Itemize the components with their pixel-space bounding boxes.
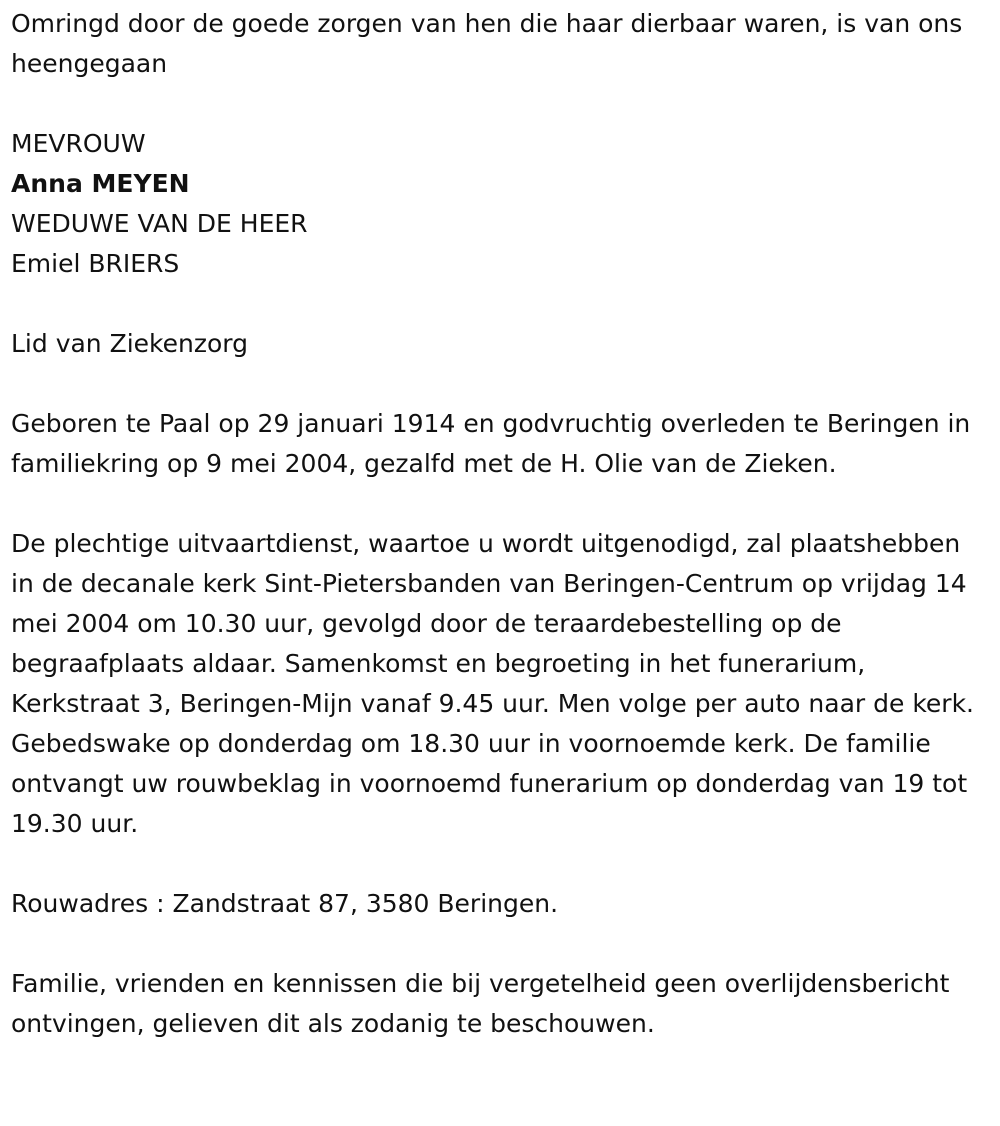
title-text: MEVROUW (11, 129, 146, 158)
spacer (11, 84, 988, 124)
intro-text: Omringd door de goede zorgen van hen die haar dierbaar waren, is van ons heengegaan (11, 9, 963, 78)
closing-paragraph: Familie, vrienden en kennissen die bij vergetelheid geen overlijdensbericht ontvingen, gelieven dit als zodanig te beschouwen. (11, 969, 950, 1038)
spacer (11, 844, 988, 884)
spouse-name: Emiel BRIERS (11, 249, 180, 278)
mourning-address: Rouwadres : Zandstraat 87, 3580 Beringen. (11, 889, 559, 918)
birth-death-paragraph: Geboren te Paal op 29 januari 1914 en godvruchtig overleden te Beringen in familiekring op 9 mei 2004, gezalfd met de H. Olie van de Zieken. (11, 409, 971, 478)
funeral-paragraph: De plechtige uitvaartdienst, waartoe u wordt uitgenodigd, zal plaatshebben in de decanale kerk Sint-Pietersbanden van Beringen-Centrum op vrijdag 14 mei 2004 om 10.30 uur, gevolgd door de teraardebestelling op de begraafplaats aldaar. Samenkomst en begroeting in het funerarium, Kerkstraat 3, Beringen-Mijn vanaf 9.45 uur. Men volge per auto naar de kerk. Gebedswake op donderdag om 18.30 uur in voornoemde kerk. De familie ontvangt uw rouwbeklag in voornoemd funerarium op donderdag van 19 tot 19.30 uur. (11, 529, 974, 838)
relation-text: WEDUWE VAN DE HEER (11, 209, 308, 238)
spacer (11, 924, 988, 964)
spacer (11, 484, 988, 524)
deceased-name: Anna MEYEN (11, 169, 190, 198)
spacer (11, 364, 988, 404)
membership-text: Lid van Ziekenzorg (11, 329, 248, 358)
spacer (11, 284, 988, 324)
